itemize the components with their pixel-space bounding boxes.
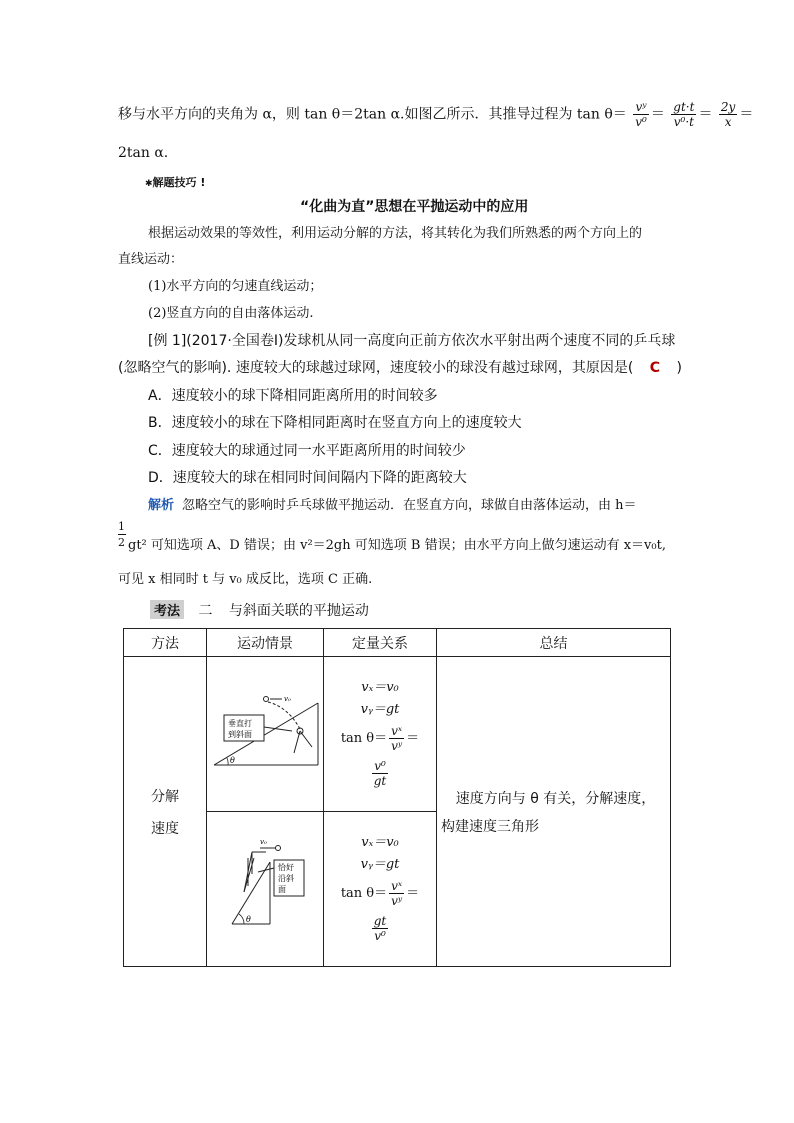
analysis-line-1: 解析 忽略空气的影响时乒乓球做平抛运动．在竖直方向，球做自由落体运动，由 h＝: [148, 498, 637, 513]
fig2-label-2: 沿斜: [278, 874, 294, 883]
section-number: 二: [198, 603, 213, 619]
analysis-line-2: gt² 可知选项 A、D 错误；由 v²＝2gh 可知选项 B 错误；由水平方向上做匀速运动有 x＝v₀t,: [128, 538, 666, 553]
intro-line-1: 移与水平方向的夹角为 α，则 tan θ＝2tan α.如图乙所示．其推导过程为 tan θ＝ $\frac{\text{vʸ}}{\text{v⁰}}$ ＝ $\frac{gt\cdot t}{\text{v⁰·t}}$ ＝ $\frac{2y}{x}$ ＝: [118, 100, 754, 129]
analysis-line-3: 可见 x 相同时 t 与 v₀ 成反比，选项 C 正确.: [118, 572, 373, 587]
fraction-3: $\frac{2y}{x}$: [720, 100, 736, 129]
option-b: B．速度较小的球在下降相同距离时在竖直方向上的速度较大: [148, 415, 522, 431]
analysis-fraction-den: 2: [118, 536, 125, 549]
tips-paragraph-line-2: 直线运动：: [118, 252, 184, 267]
fig2-label-3: 面: [278, 885, 286, 894]
section-heading: [150, 600, 369, 620]
header-relation: 定量关系: [324, 629, 437, 657]
header-method: 方法: [124, 629, 207, 657]
option-c: C．速度较大的球通过同一水平距离所用的时间较少: [148, 443, 466, 459]
fig1-v0: v₀: [284, 695, 291, 703]
scene-cell-2: [207, 812, 324, 967]
option-a: A．速度较小的球下降相同距离所用的时间较多: [148, 388, 438, 404]
tips-title: “化曲为直”思想在平抛运动中的应用: [300, 199, 529, 215]
relation-cell-1: vₓ＝v₀ vᵧ＝gt tan θ＝ $\frac{\text{vˣ}}{\text{vʸ}}$ ＝ $\frac{\text{v⁰}}{gt}$: [324, 657, 437, 812]
section-title: 与斜面关联的平抛运动: [228, 603, 369, 619]
example-line-2: (忽略空气的影响). 速度较大的球越过球网，速度较小的球没有越过球网，其原因是( C ): [118, 360, 682, 376]
fig1-theta: θ: [230, 756, 235, 765]
along-slope-figure: [208, 812, 322, 962]
table-row: [124, 657, 671, 812]
fig2-label-1: 恰好: [278, 863, 294, 872]
relation-cell-2: vₓ＝v₀ vᵧ＝gt tan θ＝ $\frac{\text{vˣ}}{\text{vʸ}}$ ＝ $\frac{gt}{\text{v⁰}}$: [324, 812, 437, 967]
analysis-label: 解析: [148, 498, 175, 513]
section-badge: 考法: [150, 600, 184, 619]
summary-cell: 速度方向与 θ 有关，分解速度， 构建速度三角形: [437, 657, 671, 967]
perpendicular-slope-figure: [208, 657, 322, 807]
method-table: [123, 628, 671, 967]
intro-line-2: 2tan α.: [118, 145, 169, 161]
example-line-1: [例 1](2017·全国卷Ⅰ)发球机从同一高度向正前方依次水平射出两个速度不同的乒乓球: [148, 333, 676, 349]
tips-item-1: (1)水平方向的匀速直线运动；: [148, 279, 323, 294]
tips-label: ✱解题技巧 !: [145, 176, 206, 189]
fraction-2: $\frac{gt\cdot t}{\text{v⁰·t}}$: [673, 100, 695, 129]
analysis-fraction-bar: [118, 534, 126, 535]
fig1-label-2: 到斜面: [228, 730, 252, 739]
answer-mark: C: [649, 360, 661, 376]
fig2-v0: v₀: [260, 838, 267, 846]
intro-text: 移与水平方向的夹角为 α，则 tan θ＝2tan α.如图乙所示．其推导过程为 tan θ＝: [118, 106, 627, 123]
option-d: D．速度较大的球在相同时间间隔内下降的距离较大: [148, 470, 467, 486]
fig1-label-1: 垂直打: [228, 719, 252, 728]
tips-paragraph-line-1: 根据运动效果的等效性，利用运动分解的方法，将其转化为我们所熟悉的两个方向上的: [148, 226, 643, 241]
tips-item-2: (2)竖直方向的自由落体运动.: [148, 306, 314, 321]
fraction-1: $\frac{\text{vʸ}}{\text{v⁰}}$: [635, 100, 647, 129]
table-header-row: [124, 629, 671, 657]
fig2-theta: θ: [246, 915, 251, 924]
scene-cell-1: [207, 657, 324, 812]
header-scene: 运动情景: [207, 629, 324, 657]
header-summary: 总结: [437, 629, 671, 657]
analysis-fraction-num: 1: [118, 520, 125, 533]
method-cell: 分解 速度: [124, 657, 207, 967]
